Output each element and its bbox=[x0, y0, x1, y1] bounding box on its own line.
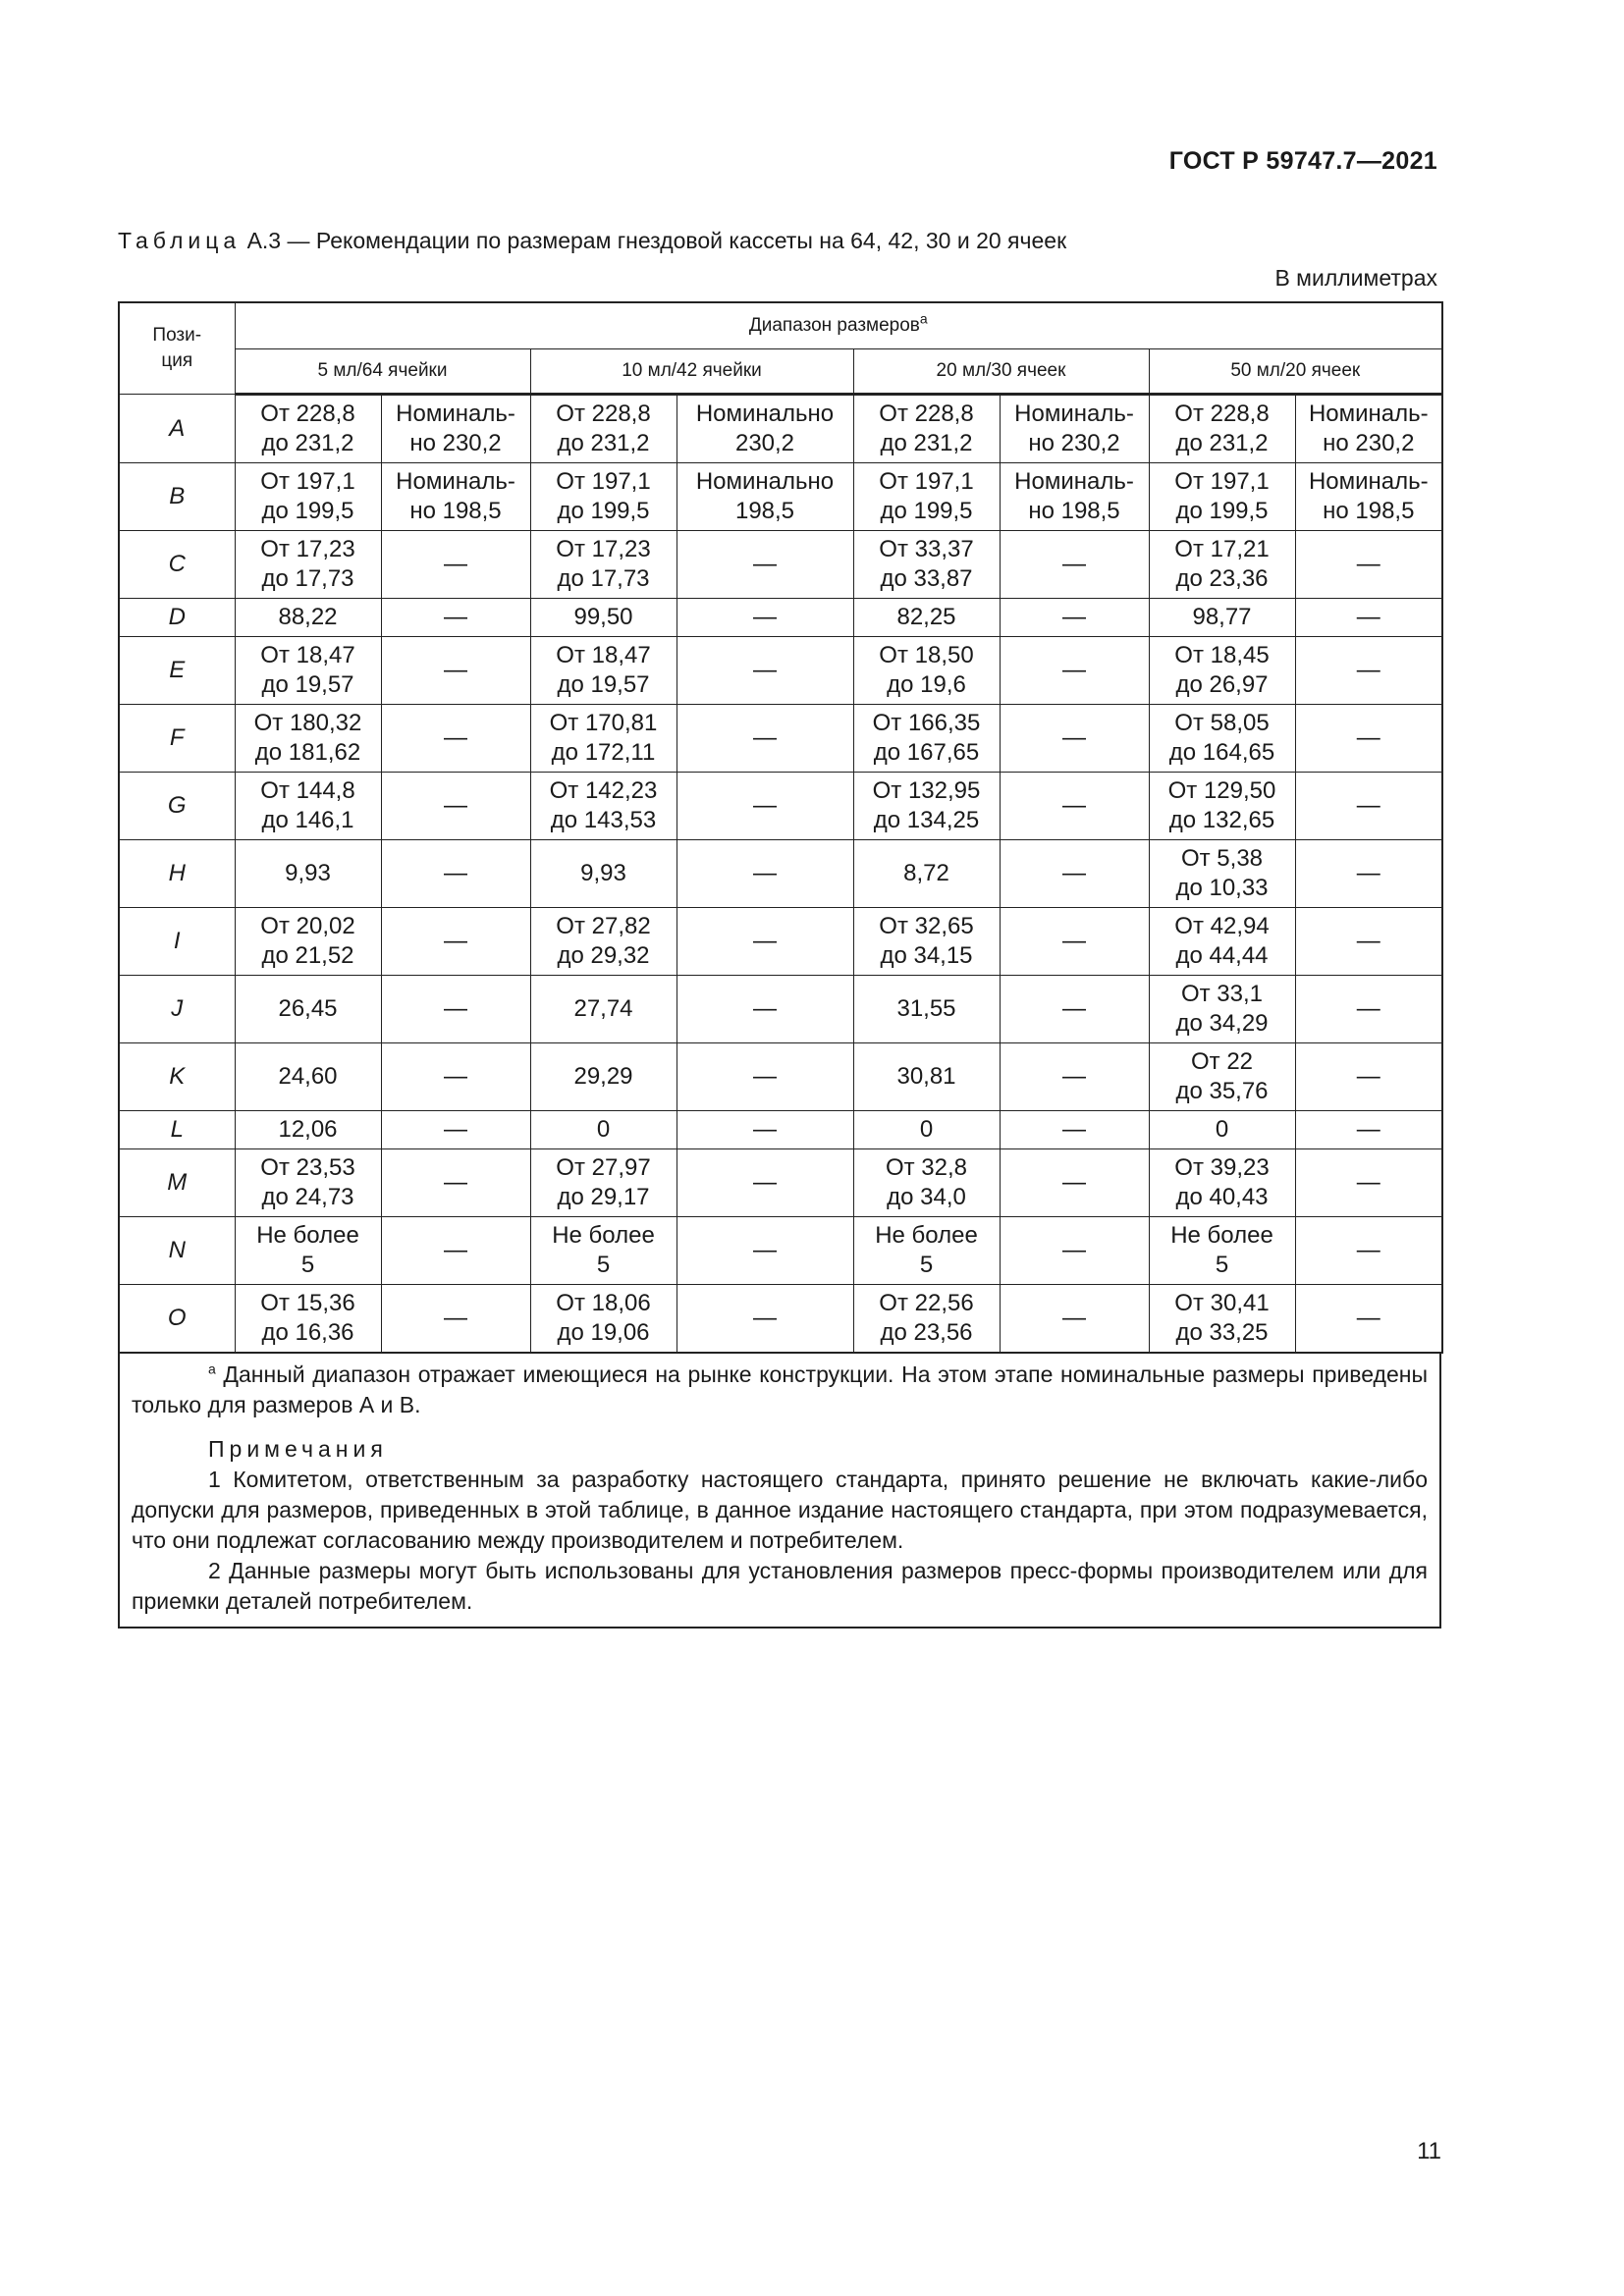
value-cell: От 32,8 до 34,0 bbox=[853, 1149, 1000, 1217]
value-cell: 98,77 bbox=[1149, 599, 1295, 637]
value-cell: От 132,95 до 134,25 bbox=[853, 773, 1000, 840]
table-row bbox=[119, 705, 1442, 773]
value-cell: От 228,8 до 231,2 bbox=[235, 395, 381, 463]
value-cell: — bbox=[1295, 599, 1442, 637]
value-cell: — bbox=[677, 1111, 853, 1149]
value-cell: — bbox=[381, 637, 530, 705]
value-cell: — bbox=[381, 1043, 530, 1111]
value-cell: От 18,47 до 19,57 bbox=[235, 637, 381, 705]
value-cell: — bbox=[1295, 976, 1442, 1043]
note-item: 2 Данные размеры могут быть использованы для установления размеров пресс-формы производителем или для приемки деталей потребителем. bbox=[132, 1558, 1428, 1614]
value-cell: — bbox=[381, 1217, 530, 1285]
value-cell: — bbox=[677, 1043, 853, 1111]
value-cell: — bbox=[381, 773, 530, 840]
position-cell: E bbox=[119, 637, 235, 705]
value-cell: — bbox=[381, 1149, 530, 1217]
value-cell: От 20,02 до 21,52 bbox=[235, 908, 381, 976]
position-cell: J bbox=[119, 976, 235, 1043]
table-notes bbox=[118, 1354, 1441, 1629]
position-cell: B bbox=[119, 463, 235, 531]
value-cell: 9,93 bbox=[235, 840, 381, 908]
value-cell: — bbox=[1295, 1111, 1442, 1149]
value-cell: От 27,97 до 29,17 bbox=[530, 1149, 677, 1217]
table-row bbox=[119, 1217, 1442, 1285]
value-cell: От 142,23 до 143,53 bbox=[530, 773, 677, 840]
position-cell: I bbox=[119, 908, 235, 976]
value-cell: Номиналь- но 230,2 bbox=[1295, 395, 1442, 463]
value-cell: 88,22 bbox=[235, 599, 381, 637]
value-cell: — bbox=[677, 531, 853, 599]
table-row bbox=[119, 908, 1442, 976]
value-cell: От 18,50 до 19,6 bbox=[853, 637, 1000, 705]
value-cell: От 228,8 до 231,2 bbox=[1149, 395, 1295, 463]
value-cell: — bbox=[677, 976, 853, 1043]
value-cell: 0 bbox=[853, 1111, 1000, 1149]
table-caption-word: Таблица bbox=[118, 228, 242, 253]
group-header: 10 мл/42 ячейки bbox=[530, 349, 853, 395]
value-cell: Номиналь- но 198,5 bbox=[1295, 463, 1442, 531]
table-row bbox=[119, 599, 1442, 637]
value-cell: От 30,41 до 33,25 bbox=[1149, 1285, 1295, 1354]
value-cell: От 27,82 до 29,32 bbox=[530, 908, 677, 976]
value-cell: — bbox=[1295, 637, 1442, 705]
value-cell: Не более 5 bbox=[235, 1217, 381, 1285]
position-cell: D bbox=[119, 599, 235, 637]
value-cell: От 33,1 до 34,29 bbox=[1149, 976, 1295, 1043]
value-cell: 0 bbox=[1149, 1111, 1295, 1149]
value-cell: От 17,23 до 17,73 bbox=[235, 531, 381, 599]
value-cell: 0 bbox=[530, 1111, 677, 1149]
position-cell: F bbox=[119, 705, 235, 773]
value-cell: 24,60 bbox=[235, 1043, 381, 1111]
value-cell: — bbox=[677, 1149, 853, 1217]
position-cell: A bbox=[119, 395, 235, 463]
value-cell: — bbox=[1000, 1111, 1149, 1149]
value-cell: — bbox=[1295, 1217, 1442, 1285]
value-cell: — bbox=[1295, 1043, 1442, 1111]
value-cell: От 197,1 до 199,5 bbox=[235, 463, 381, 531]
value-cell: Не более 5 bbox=[530, 1217, 677, 1285]
value-cell: Номиналь- но 230,2 bbox=[381, 395, 530, 463]
table-body bbox=[119, 395, 1442, 1354]
table-row bbox=[119, 637, 1442, 705]
value-cell: 99,50 bbox=[530, 599, 677, 637]
range-header-text: Диапазон размеров bbox=[748, 315, 920, 336]
value-cell: — bbox=[1000, 908, 1149, 976]
table-row bbox=[119, 395, 1442, 463]
value-cell: — bbox=[381, 705, 530, 773]
value-cell: — bbox=[1000, 1217, 1149, 1285]
value-cell: — bbox=[381, 840, 530, 908]
value-cell: — bbox=[1295, 908, 1442, 976]
value-cell: — bbox=[1000, 1149, 1149, 1217]
value-cell: — bbox=[1000, 1285, 1149, 1354]
position-cell: H bbox=[119, 840, 235, 908]
table-row bbox=[119, 1285, 1442, 1354]
position-cell: M bbox=[119, 1149, 235, 1217]
value-cell: — bbox=[1000, 637, 1149, 705]
document-code: ГОСТ Р 59747.7—2021 bbox=[1168, 147, 1437, 175]
value-cell: 12,06 bbox=[235, 1111, 381, 1149]
value-cell: От 144,8 до 146,1 bbox=[235, 773, 381, 840]
position-cell: K bbox=[119, 1043, 235, 1111]
group-header: 5 мл/64 ячейки bbox=[235, 349, 530, 395]
value-cell: 9,93 bbox=[530, 840, 677, 908]
value-cell: — bbox=[1000, 773, 1149, 840]
value-cell: — bbox=[1000, 705, 1149, 773]
value-cell: — bbox=[381, 531, 530, 599]
value-cell: От 58,05 до 164,65 bbox=[1149, 705, 1295, 773]
value-cell: — bbox=[381, 908, 530, 976]
value-cell: — bbox=[381, 599, 530, 637]
value-cell: — bbox=[677, 1217, 853, 1285]
value-cell: — bbox=[677, 705, 853, 773]
table-caption bbox=[118, 228, 1066, 254]
value-cell: От 129,50 до 132,65 bbox=[1149, 773, 1295, 840]
range-header bbox=[235, 302, 1442, 349]
value-cell: — bbox=[1295, 531, 1442, 599]
value-cell: 82,25 bbox=[853, 599, 1000, 637]
value-cell: — bbox=[1000, 1043, 1149, 1111]
value-cell: От 197,1 до 199,5 bbox=[1149, 463, 1295, 531]
value-cell: — bbox=[677, 637, 853, 705]
value-cell: От 166,35 до 167,65 bbox=[853, 705, 1000, 773]
value-cell: Не более 5 bbox=[1149, 1217, 1295, 1285]
value-cell: От 15,36 до 16,36 bbox=[235, 1285, 381, 1354]
value-cell: От 42,94 до 44,44 bbox=[1149, 908, 1295, 976]
dimensions-table bbox=[118, 301, 1443, 1354]
value-cell: — bbox=[677, 840, 853, 908]
value-cell: Номиналь- но 198,5 bbox=[381, 463, 530, 531]
value-cell: — bbox=[1000, 531, 1149, 599]
value-cell: 26,45 bbox=[235, 976, 381, 1043]
value-cell: От 18,06 до 19,06 bbox=[530, 1285, 677, 1354]
page-number: 11 bbox=[1417, 2138, 1441, 2164]
position-header: Пози- ция bbox=[119, 302, 235, 395]
value-cell: От 22,56 до 23,56 bbox=[853, 1285, 1000, 1354]
note-item: 1 Комитетом, ответственным за разработку настоящего стандарта, принято решение не включать какие-либо допуски для размеров, приведенных в этой таблице, в данное издание настоящего стандарта, при этом подразумевается, что они подлежат согласованию между производителем и потребителем. bbox=[132, 1467, 1428, 1553]
table-caption-text: А.3 — Рекомендации по размерам гнездовой кассеты на 64, 42, 30 и 20 ячеек bbox=[241, 228, 1067, 253]
table-row bbox=[119, 531, 1442, 599]
value-cell: От 197,1 до 199,5 bbox=[530, 463, 677, 531]
position-cell: O bbox=[119, 1285, 235, 1354]
value-cell: От 197,1 до 199,5 bbox=[853, 463, 1000, 531]
value-cell: — bbox=[677, 773, 853, 840]
value-cell: От 39,23 до 40,43 bbox=[1149, 1149, 1295, 1217]
footnote bbox=[132, 1360, 1428, 1420]
table-row bbox=[119, 1149, 1442, 1217]
value-cell: Номинально 198,5 bbox=[677, 463, 853, 531]
value-cell: От 228,8 до 231,2 bbox=[853, 395, 1000, 463]
value-cell: — bbox=[1000, 840, 1149, 908]
value-cell: Номинально 230,2 bbox=[677, 395, 853, 463]
group-header: 50 мл/20 ячеек bbox=[1149, 349, 1442, 395]
value-cell: — bbox=[381, 1111, 530, 1149]
value-cell: — bbox=[381, 976, 530, 1043]
table-row bbox=[119, 1043, 1442, 1111]
value-cell: Номиналь- но 198,5 bbox=[1000, 463, 1149, 531]
value-cell: От 18,47 до 19,57 bbox=[530, 637, 677, 705]
value-cell: 8,72 bbox=[853, 840, 1000, 908]
footnote-mark: a bbox=[208, 1361, 216, 1377]
value-cell: — bbox=[1000, 599, 1149, 637]
value-cell: 31,55 bbox=[853, 976, 1000, 1043]
value-cell: Не более 5 bbox=[853, 1217, 1000, 1285]
table-row bbox=[119, 976, 1442, 1043]
value-cell: От 17,23 до 17,73 bbox=[530, 531, 677, 599]
position-cell: L bbox=[119, 1111, 235, 1149]
value-cell: От 180,32 до 181,62 bbox=[235, 705, 381, 773]
value-cell: От 22 до 35,76 bbox=[1149, 1043, 1295, 1111]
position-cell: N bbox=[119, 1217, 235, 1285]
value-cell: — bbox=[381, 1285, 530, 1354]
value-cell: — bbox=[1295, 773, 1442, 840]
position-cell: C bbox=[119, 531, 235, 599]
table-row bbox=[119, 840, 1442, 908]
value-cell: — bbox=[677, 1285, 853, 1354]
units-label: В миллиметрах bbox=[1274, 265, 1437, 291]
table-row bbox=[119, 463, 1442, 531]
value-cell: 30,81 bbox=[853, 1043, 1000, 1111]
value-cell: — bbox=[677, 599, 853, 637]
value-cell: — bbox=[1000, 976, 1149, 1043]
value-cell: 29,29 bbox=[530, 1043, 677, 1111]
range-header-footnote-mark: a bbox=[919, 310, 928, 327]
value-cell: От 18,45 до 26,97 bbox=[1149, 637, 1295, 705]
table-row bbox=[119, 773, 1442, 840]
notes-title: Примечания bbox=[208, 1436, 388, 1462]
value-cell: От 32,65 до 34,15 bbox=[853, 908, 1000, 976]
group-header: 20 мл/30 ячеек bbox=[853, 349, 1149, 395]
value-cell: От 170,81 до 172,11 bbox=[530, 705, 677, 773]
dimensions-table-block bbox=[118, 301, 1441, 1629]
value-cell: — bbox=[1295, 840, 1442, 908]
value-cell: — bbox=[1295, 1149, 1442, 1217]
value-cell: От 17,21 до 23,36 bbox=[1149, 531, 1295, 599]
value-cell: — bbox=[1295, 705, 1442, 773]
footnote-text: Данный диапазон отражает имеющиеся на рынке конструкции. На этом этапе номинальные размеры приведены только для размеров А и В. bbox=[132, 1362, 1428, 1417]
table-row bbox=[119, 1111, 1442, 1149]
value-cell: От 33,37 до 33,87 bbox=[853, 531, 1000, 599]
position-cell: G bbox=[119, 773, 235, 840]
value-cell: От 228,8 до 231,2 bbox=[530, 395, 677, 463]
value-cell: От 23,53 до 24,73 bbox=[235, 1149, 381, 1217]
value-cell: — bbox=[1295, 1285, 1442, 1354]
value-cell: От 5,38 до 10,33 bbox=[1149, 840, 1295, 908]
value-cell: — bbox=[677, 908, 853, 976]
value-cell: Номиналь- но 230,2 bbox=[1000, 395, 1149, 463]
value-cell: 27,74 bbox=[530, 976, 677, 1043]
